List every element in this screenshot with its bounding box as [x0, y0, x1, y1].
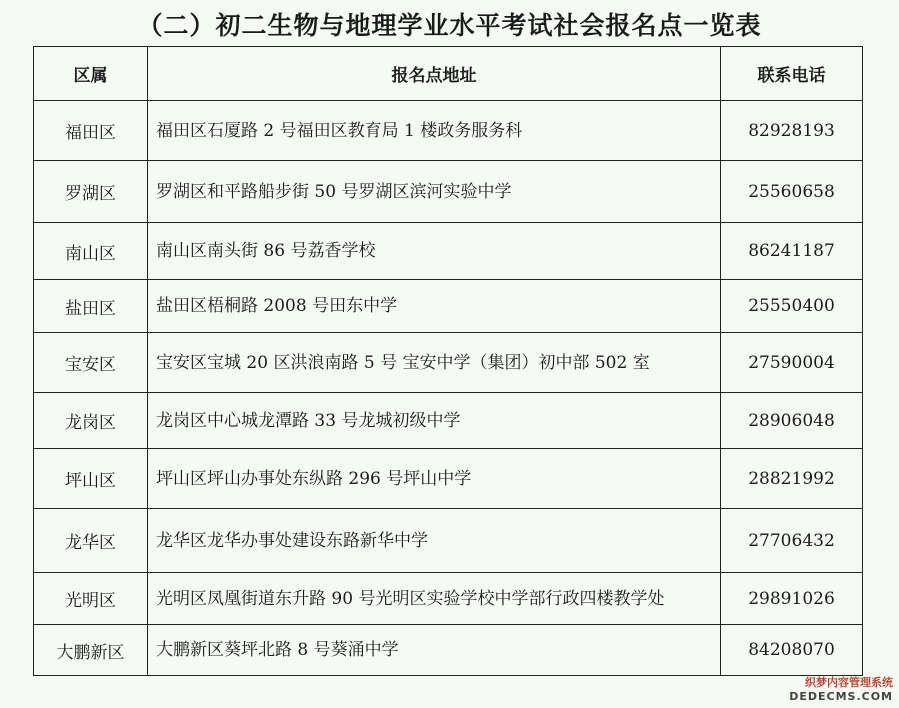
phone-cell: 27590004	[721, 333, 863, 393]
page-title: （二）初二生物与地理学业水平考试社会报名点一览表	[137, 11, 762, 40]
phone-cell: 25560658	[721, 161, 863, 223]
address-cell: 宝安区宝城 20 区洪浪南路 5 号 宝安中学（集团）初中部 502 室	[148, 333, 721, 393]
table-row	[34, 223, 863, 280]
address-cell: 南山区南头街 86 号荔香学校	[148, 223, 721, 280]
registration-table	[33, 46, 863, 676]
watermark	[789, 676, 893, 704]
phone-cell: 28821992	[721, 449, 863, 509]
table-row	[34, 625, 863, 676]
table-header-row	[34, 47, 863, 101]
table-row	[34, 101, 863, 161]
address-cell: 罗湖区和平路船步街 50 号罗湖区滨河实验中学	[148, 161, 721, 223]
address-cell: 坪山区坪山办事处东纵路 296 号坪山中学	[148, 449, 721, 509]
address-cell: 龙华区龙华办事处建设东路新华中学	[148, 509, 721, 573]
district-cell: 光明区	[34, 573, 148, 625]
table-row	[34, 509, 863, 573]
phone-cell: 82928193	[721, 101, 863, 161]
district-cell: 盐田区	[34, 280, 148, 333]
district-cell: 龙华区	[34, 509, 148, 573]
phone-cell: 27706432	[721, 509, 863, 573]
phone-cell: 25550400	[721, 280, 863, 333]
address-cell: 盐田区梧桐路 2008 号田东中学	[148, 280, 721, 333]
district-cell: 福田区	[34, 101, 148, 161]
table-row	[34, 280, 863, 333]
district-cell: 罗湖区	[34, 161, 148, 223]
watermark-line1: 织梦内容管理系统	[805, 676, 893, 689]
address-cell: 福田区石厦路 2 号福田区教育局 1 楼政务服务科	[148, 101, 721, 161]
table-row	[34, 161, 863, 223]
header-phone: 联系电话	[721, 47, 863, 101]
phone-cell: 84208070	[721, 625, 863, 676]
address-cell: 龙岗区中心城龙潭路 33 号龙城初级中学	[148, 393, 721, 449]
district-cell: 大鹏新区	[34, 625, 148, 676]
table-row	[34, 393, 863, 449]
watermark-line2: DEDECMS.COM	[789, 690, 893, 703]
table-row	[34, 573, 863, 625]
district-cell: 龙岗区	[34, 393, 148, 449]
district-cell: 坪山区	[34, 449, 148, 509]
phone-cell: 29891026	[721, 573, 863, 625]
phone-cell: 28906048	[721, 393, 863, 449]
district-cell: 南山区	[34, 223, 148, 280]
header-address: 报名点地址	[148, 47, 721, 101]
address-cell: 大鹏新区葵坪北路 8 号葵涌中学	[148, 625, 721, 676]
table-row	[34, 449, 863, 509]
header-district: 区属	[34, 47, 148, 101]
address-cell: 光明区凤凰街道东升路 90 号光明区实验学校中学部行政四楼教学处	[148, 573, 721, 625]
district-cell: 宝安区	[34, 333, 148, 393]
phone-cell: 86241187	[721, 223, 863, 280]
table-row	[34, 333, 863, 393]
